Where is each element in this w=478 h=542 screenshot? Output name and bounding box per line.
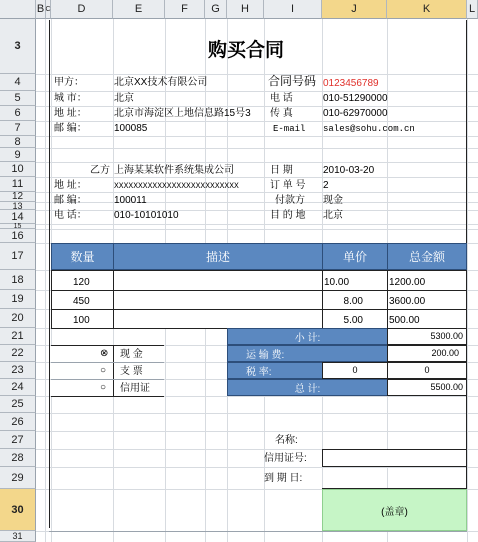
row3-price[interactable]: 5.00 xyxy=(343,315,363,326)
fax-value: 010-62970000 xyxy=(323,108,388,119)
row-header-8[interactable]: 8 xyxy=(0,136,36,148)
radio-credit-icon[interactable]: ○ xyxy=(100,382,107,393)
option-credit-label[interactable]: 信用证 xyxy=(120,383,150,394)
row-header-18[interactable]: 18 xyxy=(0,270,36,290)
zip-b-value: 100011 xyxy=(114,195,147,206)
row-header-28[interactable]: 28 xyxy=(0,449,36,467)
destination-value: 北京 xyxy=(323,210,343,221)
due-date-label: 到 期 日: xyxy=(264,473,303,484)
row-header-15[interactable]: 15 xyxy=(0,224,36,229)
order-no-value: 2 xyxy=(323,180,329,191)
row-header-25[interactable]: 25 xyxy=(0,396,36,413)
col-total-header: 总金额 xyxy=(387,243,467,270)
order-no-label: 订 单 号 xyxy=(270,180,306,191)
row-header-6[interactable]: 6 xyxy=(0,106,36,121)
row2-qty[interactable]: 450 xyxy=(73,296,90,307)
radio-check-icon[interactable]: ○ xyxy=(100,365,107,376)
row3-qty[interactable]: 100 xyxy=(73,315,90,326)
row-header-30[interactable]: 30 xyxy=(0,489,36,531)
row-header-16[interactable]: 16 xyxy=(0,229,36,243)
select-all-corner[interactable] xyxy=(0,0,36,19)
city-label: 城 市： xyxy=(54,93,87,104)
tax-value: 0 xyxy=(424,365,430,375)
option-check-label[interactable]: 支 票 xyxy=(120,366,143,377)
total-label: 总 计: xyxy=(227,379,388,396)
option-cash-label[interactable]: 现 金 xyxy=(120,349,143,360)
row-header-4[interactable]: 4 xyxy=(0,74,36,91)
row-header-12[interactable]: 12 xyxy=(0,192,36,202)
payer-value: 现金 xyxy=(323,195,343,206)
col-description-header: 描述 xyxy=(113,243,323,270)
address-value: 北京市海淀区上地信息路15号3 xyxy=(114,108,251,119)
row-header-26[interactable]: 26 xyxy=(0,413,36,431)
party-a-label: 甲方： xyxy=(54,77,84,88)
total-value: 5500.00 xyxy=(430,382,463,392)
freight-value[interactable]: 200.00 xyxy=(431,348,459,358)
row1-price[interactable]: 10.00 xyxy=(324,277,350,288)
sign-name-field[interactable] xyxy=(322,431,467,449)
party-b-label: 乙方 xyxy=(90,165,110,176)
row-header-13[interactable]: 13 xyxy=(0,202,36,210)
row-header-22[interactable]: 22 xyxy=(0,345,36,362)
row-header-3[interactable]: 3 xyxy=(0,19,36,74)
column-header-b[interactable]: B xyxy=(36,0,46,19)
due-date-field[interactable] xyxy=(322,467,467,488)
row-header-10[interactable]: 10 xyxy=(0,162,36,177)
row-header-17[interactable]: 17 xyxy=(0,243,36,270)
tax-rate-value[interactable]: 0 xyxy=(352,365,358,375)
column-header-d[interactable]: D xyxy=(51,0,113,19)
row-header-9[interactable]: 9 xyxy=(0,148,36,162)
sign-name-label: 名称: xyxy=(275,435,298,446)
column-header-c[interactable]: C xyxy=(46,0,51,19)
row-header-20[interactable]: 20 xyxy=(0,309,36,328)
column-header-i[interactable]: I xyxy=(264,0,322,19)
row-header-14[interactable]: 14 xyxy=(0,210,36,224)
column-header-k[interactable]: K xyxy=(387,0,467,19)
column-header-h[interactable]: H xyxy=(227,0,264,19)
row3-total[interactable]: 500.00 xyxy=(389,315,420,326)
row-header-29[interactable]: 29 xyxy=(0,467,36,489)
row2-price[interactable]: 8.00 xyxy=(343,296,363,307)
row1-qty[interactable]: 120 xyxy=(73,277,90,288)
destination-label: 目 的 地 xyxy=(270,210,306,221)
row-header-19[interactable]: 19 xyxy=(0,290,36,309)
col-unit-price-header: 单价 xyxy=(322,243,388,270)
row-header-31[interactable]: 31 xyxy=(0,531,36,542)
party-b-value: 上海某某软件系统集成公司 xyxy=(114,165,234,176)
row-header-23[interactable]: 23 xyxy=(0,362,36,379)
zip-b-label: 邮 编： xyxy=(54,195,87,206)
email-label: E-mail xyxy=(273,124,306,134)
subtotal-label: 小 计: xyxy=(227,328,388,345)
col-quantity-header: 数量 xyxy=(51,243,114,270)
row-header-21[interactable]: 21 xyxy=(0,328,36,345)
credit-no-field[interactable] xyxy=(322,449,467,467)
contract-no-label: 合同号码 xyxy=(268,74,317,88)
column-header-j[interactable]: J xyxy=(322,0,387,19)
row-header-11[interactable]: 11 xyxy=(0,177,36,192)
phone-label: 电 话 xyxy=(270,93,293,104)
zip-value: 100085 xyxy=(114,123,148,134)
row1-total[interactable]: 1200.00 xyxy=(389,277,426,288)
column-header-e[interactable]: E xyxy=(113,0,165,19)
tel-b-label: 电 话： xyxy=(54,210,87,221)
column-header-f[interactable]: F xyxy=(165,0,205,19)
address-label: 地 址： xyxy=(54,108,87,119)
column-header-g[interactable]: G xyxy=(205,0,227,19)
stamp-area[interactable]: (盖章) xyxy=(322,489,467,531)
zip-label: 邮 编： xyxy=(54,123,87,134)
phone-value: 010-51290000 xyxy=(323,93,388,104)
row-header-24[interactable]: 24 xyxy=(0,379,36,396)
row-header-27[interactable]: 27 xyxy=(0,431,36,449)
tel-b-value: 010-10101010 xyxy=(114,210,179,221)
subtotal-value: 5300.00 xyxy=(430,331,463,341)
date-label: 日 期 xyxy=(270,165,293,176)
address-b-value: XXXXXXXXXXXXXXXXXXXXXXXXXX xyxy=(114,182,239,191)
date-value: 2010-03-20 xyxy=(323,165,375,176)
radio-cash-icon[interactable]: ⊗ xyxy=(100,348,109,359)
payer-label: 付款方 xyxy=(275,195,305,206)
row-header-7[interactable]: 7 xyxy=(0,121,36,136)
party-a-value: 北京XX技术有限公司 xyxy=(114,77,208,88)
address-b-label: 地 址： xyxy=(54,180,87,191)
row2-total[interactable]: 3600.00 xyxy=(389,296,426,307)
row-header-5[interactable]: 5 xyxy=(0,91,36,106)
tax-label: 税 率: xyxy=(227,362,323,379)
city-value: 北京 xyxy=(114,93,134,104)
contract-title: 购买合同 xyxy=(208,39,285,61)
column-header-l[interactable]: L xyxy=(467,0,478,19)
email-value: sales@sohu.com.cn xyxy=(323,124,415,134)
contract-no-value: 0123456789 xyxy=(323,78,379,89)
fax-label: 传 真 xyxy=(270,108,293,119)
freight-label: 运 输 费: xyxy=(227,345,388,362)
credit-no-label: 信用证号: xyxy=(264,453,307,464)
